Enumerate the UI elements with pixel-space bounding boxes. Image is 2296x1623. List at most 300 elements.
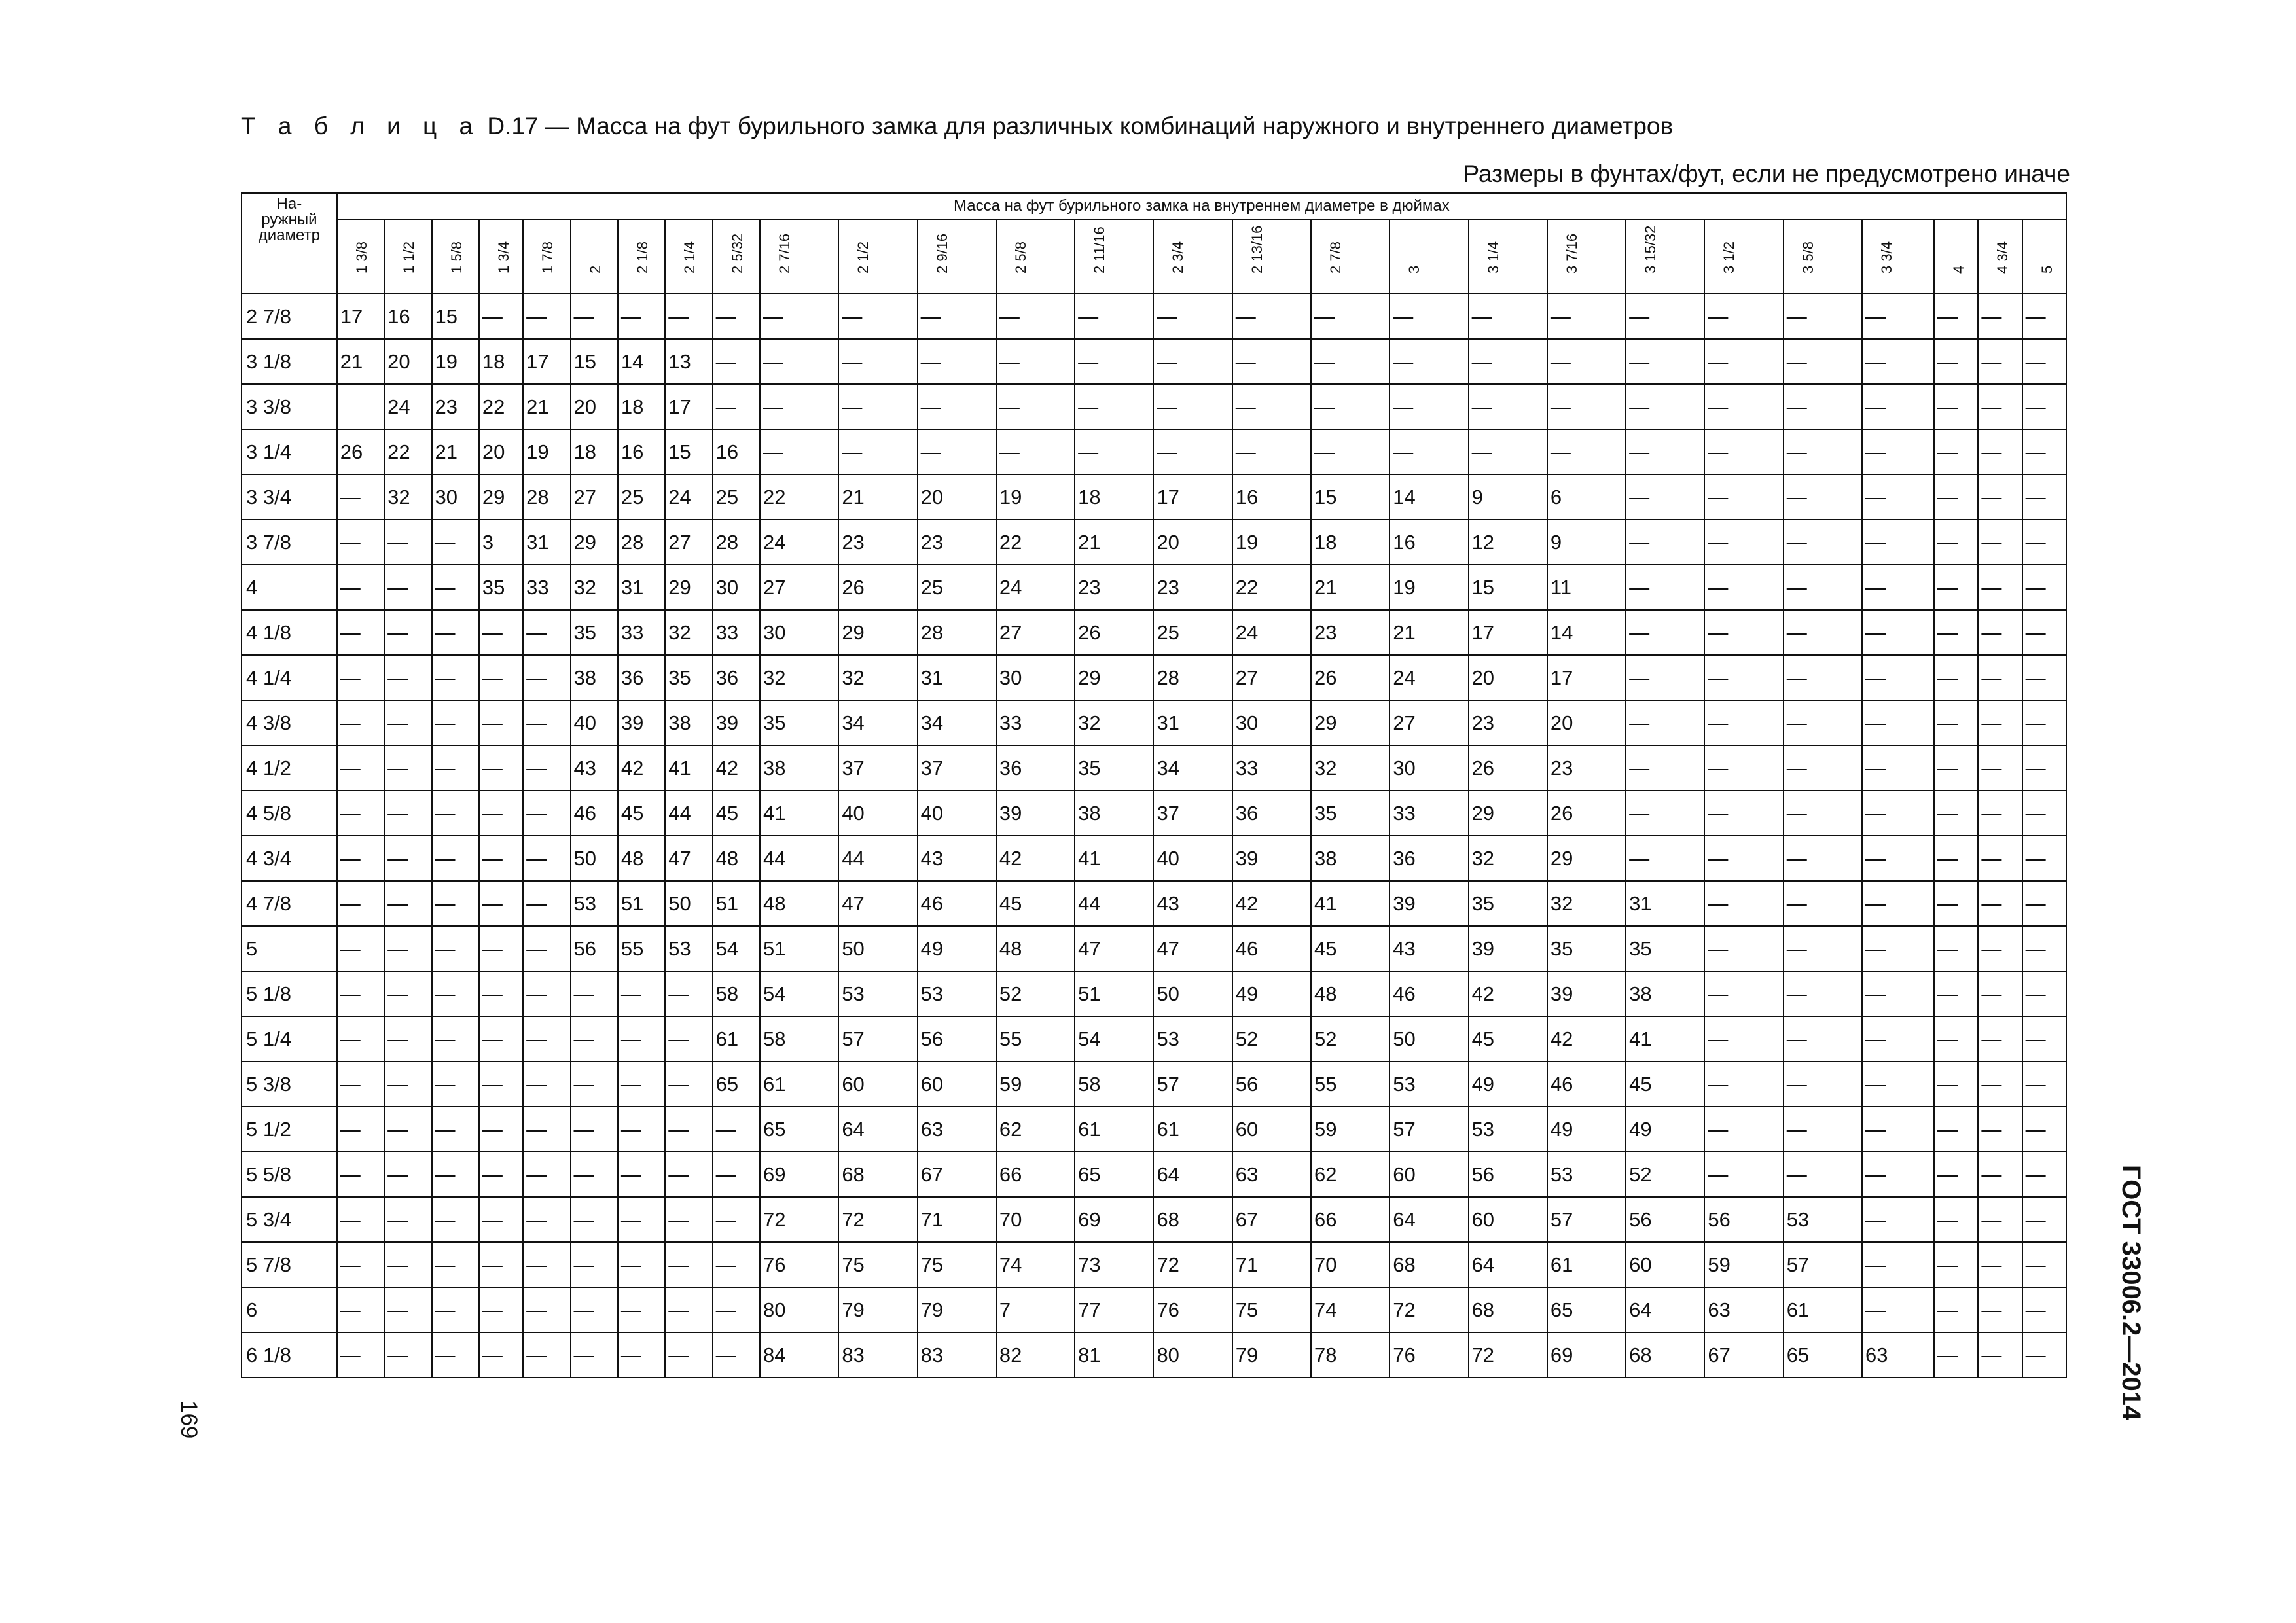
od-cell: 4 1/4 xyxy=(242,655,337,700)
mass-cell: 40 xyxy=(571,700,618,745)
mass-cell: — xyxy=(1784,1107,1862,1152)
mass-cell: 65 xyxy=(1075,1152,1153,1197)
mass-cell: — xyxy=(479,700,523,745)
mass-cell: — xyxy=(1978,700,2022,745)
mass-cell: — xyxy=(571,1332,618,1378)
mass-cell: 36 xyxy=(713,655,760,700)
mass-cell: 33 xyxy=(618,610,665,655)
mass-cell: — xyxy=(1704,971,1783,1016)
mass-cell: — xyxy=(1978,881,2022,926)
mass-cell: — xyxy=(1784,1016,1862,1061)
id-column-label: 4 xyxy=(1950,265,1967,274)
mass-cell: — xyxy=(384,1287,431,1332)
table-row xyxy=(242,1242,2066,1287)
mass-cell: — xyxy=(1704,836,1783,881)
id-column-header xyxy=(432,219,479,294)
mass-cell: 61 xyxy=(1784,1287,1862,1332)
mass-cell: 77 xyxy=(1075,1287,1153,1332)
od-cell: 3 7/8 xyxy=(242,520,337,565)
mass-cell: — xyxy=(918,339,996,384)
mass-cell: — xyxy=(479,971,523,1016)
mass-cell: 72 xyxy=(1153,1242,1232,1287)
mass-cell: — xyxy=(384,1332,431,1378)
mass-cell: 73 xyxy=(1075,1242,1153,1287)
mass-cell: — xyxy=(2022,791,2066,836)
mass-cell: 63 xyxy=(1232,1152,1311,1197)
mass-cell: — xyxy=(1784,836,1862,881)
mass-cell: 36 xyxy=(1390,836,1468,881)
mass-cell: — xyxy=(838,429,917,474)
mass-cell: — xyxy=(1547,429,1626,474)
od-cell: 5 1/4 xyxy=(242,1016,337,1061)
mass-cell: — xyxy=(1469,294,1547,339)
mass-cell: 13 xyxy=(665,339,712,384)
mass-cell: 53 xyxy=(1469,1107,1547,1152)
mass-cell: — xyxy=(337,565,384,610)
mass-cell: 68 xyxy=(838,1152,917,1197)
mass-cell: — xyxy=(1862,384,1934,429)
mass-cell: — xyxy=(1978,1016,2022,1061)
mass-cell: — xyxy=(1784,926,1862,971)
id-column-header xyxy=(523,219,570,294)
mass-cell: 61 xyxy=(1075,1107,1153,1152)
mass-cell: 16 xyxy=(618,429,665,474)
od-cell: 5 7/8 xyxy=(242,1242,337,1287)
mass-cell: — xyxy=(1784,791,1862,836)
mass-cell: 39 xyxy=(1547,971,1626,1016)
table-row xyxy=(242,836,2066,881)
mass-cell: 24 xyxy=(665,474,712,520)
mass-cell: 53 xyxy=(1153,1016,1232,1061)
mass-cell: 63 xyxy=(1862,1332,1934,1378)
mass-cell: 42 xyxy=(1469,971,1547,1016)
mass-cell: — xyxy=(2022,1016,2066,1061)
mass-cell: — xyxy=(1978,1061,2022,1107)
id-column-header xyxy=(1547,219,1626,294)
mass-cell: 29 xyxy=(479,474,523,520)
od-cell: 4 3/4 xyxy=(242,836,337,881)
mass-cell: — xyxy=(1075,294,1153,339)
mass-cell: — xyxy=(2022,1197,2066,1242)
mass-cell: 66 xyxy=(996,1152,1075,1197)
id-column-label: 1 3/4 xyxy=(495,241,512,274)
mass-cell: — xyxy=(665,1242,712,1287)
mass-cell: — xyxy=(432,1332,479,1378)
id-column-label: 1 3/8 xyxy=(353,241,370,274)
mass-cell: 56 xyxy=(1626,1197,1704,1242)
mass-cell: — xyxy=(384,971,431,1016)
table-title-text: D.17 — Масса на фут бурильного замка для различных комбинаций наружного и внутреннего диаметров xyxy=(487,113,1674,139)
mass-cell: 78 xyxy=(1311,1332,1390,1378)
mass-cell: 79 xyxy=(1232,1332,1311,1378)
mass-cell: — xyxy=(523,655,570,700)
mass-cell: 26 xyxy=(1469,745,1547,791)
mass-cell: 28 xyxy=(1153,655,1232,700)
id-column-header xyxy=(918,219,996,294)
mass-cell: — xyxy=(432,926,479,971)
mass-cell: — xyxy=(713,1242,760,1287)
mass-cell: — xyxy=(1862,1152,1934,1197)
mass-cell: 12 xyxy=(1469,520,1547,565)
mass-cell: 46 xyxy=(571,791,618,836)
mass-cell: 47 xyxy=(1075,926,1153,971)
id-column-header xyxy=(1626,219,1704,294)
mass-cell: 51 xyxy=(618,881,665,926)
mass-cell: — xyxy=(1934,1197,1978,1242)
mass-cell: — xyxy=(432,1016,479,1061)
mass-cell: 29 xyxy=(1075,655,1153,700)
mass-cell: 49 xyxy=(1626,1107,1704,1152)
id-column-label: 2 11/16 xyxy=(1091,226,1108,274)
mass-cell: — xyxy=(479,294,523,339)
mass-cell: — xyxy=(1311,384,1390,429)
mass-cell: — xyxy=(1390,339,1468,384)
mass-cell: 22 xyxy=(996,520,1075,565)
mass-cell: 61 xyxy=(713,1016,760,1061)
mass-cell: 68 xyxy=(1626,1332,1704,1378)
mass-cell: 19 xyxy=(432,339,479,384)
mass-cell: — xyxy=(1784,1061,1862,1107)
mass-cell: 18 xyxy=(1311,520,1390,565)
mass-cell: — xyxy=(1075,429,1153,474)
mass-cell: 43 xyxy=(571,745,618,791)
mass-cell: 79 xyxy=(918,1287,996,1332)
mass-cell: — xyxy=(1547,294,1626,339)
mass-cell: — xyxy=(1626,339,1704,384)
mass-cell: — xyxy=(479,1287,523,1332)
mass-cell: — xyxy=(1862,745,1934,791)
mass-cell: 31 xyxy=(1626,881,1704,926)
mass-cell: — xyxy=(432,565,479,610)
mass-cell: — xyxy=(523,610,570,655)
mass-cell: — xyxy=(1704,791,1783,836)
mass-cell: 67 xyxy=(1704,1332,1783,1378)
mass-cell: — xyxy=(1704,520,1783,565)
id-column-label: 3 1/4 xyxy=(1484,241,1501,274)
od-cell: 5 xyxy=(242,926,337,971)
mass-cell: — xyxy=(1704,384,1783,429)
mass-cell: 17 xyxy=(1153,474,1232,520)
mass-cell: — xyxy=(2022,1287,2066,1332)
id-column-header xyxy=(2022,219,2066,294)
mass-cell xyxy=(337,384,384,429)
mass-cell: 21 xyxy=(838,474,917,520)
table-row xyxy=(242,520,2066,565)
mass-cell: 68 xyxy=(1469,1287,1547,1332)
id-column-label: 2 xyxy=(586,265,603,274)
mass-cell: 30 xyxy=(760,610,838,655)
mass-cell: — xyxy=(384,655,431,700)
mass-cell: 32 xyxy=(384,474,431,520)
mass-cell: 25 xyxy=(1153,610,1232,655)
mass-cell: — xyxy=(1934,1016,1978,1061)
mass-cell: 26 xyxy=(1311,655,1390,700)
mass-cell: — xyxy=(1862,474,1934,520)
table-row xyxy=(242,926,2066,971)
mass-cell: 60 xyxy=(1390,1152,1468,1197)
id-column-header xyxy=(713,219,760,294)
id-column-label: 2 5/8 xyxy=(1012,241,1029,274)
mass-cell: — xyxy=(1978,655,2022,700)
id-column-header xyxy=(1704,219,1783,294)
mass-cell: — xyxy=(665,1016,712,1061)
mass-cell: 72 xyxy=(1390,1287,1468,1332)
mass-cell: 36 xyxy=(1232,791,1311,836)
mass-cell: 41 xyxy=(1311,881,1390,926)
mass-cell: 27 xyxy=(1390,700,1468,745)
mass-cell: 20 xyxy=(1153,520,1232,565)
id-column-header xyxy=(384,219,431,294)
mass-cell: 25 xyxy=(618,474,665,520)
mass-cell: 69 xyxy=(1547,1332,1626,1378)
mass-cell: 65 xyxy=(1784,1332,1862,1378)
mass-cell: 56 xyxy=(1469,1152,1547,1197)
od-cell: 3 3/4 xyxy=(242,474,337,520)
mass-cell: 52 xyxy=(996,971,1075,1016)
mass-cell: 38 xyxy=(760,745,838,791)
mass-cell: — xyxy=(2022,565,2066,610)
od-column-header xyxy=(242,193,337,294)
mass-cell: — xyxy=(665,1332,712,1378)
mass-cell: — xyxy=(479,926,523,971)
mass-cell: 20 xyxy=(571,384,618,429)
mass-cell: — xyxy=(1390,294,1468,339)
id-column-label: 2 3/4 xyxy=(1170,241,1187,274)
mass-cell: — xyxy=(1978,474,2022,520)
mass-cell: — xyxy=(665,1287,712,1332)
mass-cell: — xyxy=(618,1061,665,1107)
mass-cell: 25 xyxy=(713,474,760,520)
mass-cell: — xyxy=(337,745,384,791)
id-column-header xyxy=(1311,219,1390,294)
mass-cell: — xyxy=(1978,565,2022,610)
mass-cell: — xyxy=(665,1197,712,1242)
id-column-label: 2 7/8 xyxy=(1327,241,1344,274)
mass-cell: 54 xyxy=(713,926,760,971)
mass-cell: 41 xyxy=(760,791,838,836)
mass-cell: 30 xyxy=(432,474,479,520)
id-column-label: 3 1/2 xyxy=(1721,241,1738,274)
mass-cell: 38 xyxy=(1075,791,1153,836)
mass-cell: 31 xyxy=(1153,700,1232,745)
mass-cell: — xyxy=(1978,384,2022,429)
id-column-label: 2 9/16 xyxy=(933,233,950,274)
mass-cell: — xyxy=(1784,429,1862,474)
mass-cell: 20 xyxy=(918,474,996,520)
mass-cell: 23 xyxy=(1311,610,1390,655)
mass-cell: 80 xyxy=(760,1287,838,1332)
mass-cell: — xyxy=(1153,294,1232,339)
table-row xyxy=(242,1287,2066,1332)
mass-cell: — xyxy=(479,1107,523,1152)
mass-cell: 48 xyxy=(618,836,665,881)
mass-cell: — xyxy=(1934,1107,1978,1152)
mass-cell: — xyxy=(432,971,479,1016)
mass-cell: — xyxy=(384,1061,431,1107)
mass-cell: 53 xyxy=(1390,1061,1468,1107)
mass-cell: 19 xyxy=(1232,520,1311,565)
id-column-header xyxy=(1153,219,1232,294)
mass-cell: — xyxy=(1934,1152,1978,1197)
mass-cell: — xyxy=(1862,1016,1934,1061)
mass-cell: — xyxy=(1626,745,1704,791)
mass-cell: — xyxy=(1469,384,1547,429)
mass-cell: — xyxy=(337,655,384,700)
mass-cell: — xyxy=(618,971,665,1016)
mass-cell: 19 xyxy=(523,429,570,474)
mass-cell: 22 xyxy=(760,474,838,520)
mass-cell: — xyxy=(479,1061,523,1107)
mass-cell: — xyxy=(1153,429,1232,474)
table-row xyxy=(242,1197,2066,1242)
mass-cell: — xyxy=(384,565,431,610)
mass-cell: — xyxy=(432,745,479,791)
mass-cell: — xyxy=(523,1016,570,1061)
id-column-label: 2 13/16 xyxy=(1248,225,1265,274)
mass-cell: — xyxy=(665,294,712,339)
mass-cell: 47 xyxy=(1153,926,1232,971)
mass-cell: 30 xyxy=(713,565,760,610)
mass-cell: — xyxy=(1934,294,1978,339)
id-column-header xyxy=(1978,219,2022,294)
mass-cell: — xyxy=(713,1152,760,1197)
mass-cell: 38 xyxy=(1311,836,1390,881)
mass-cell: 15 xyxy=(571,339,618,384)
mass-cell: — xyxy=(1862,791,1934,836)
mass-cell: 59 xyxy=(996,1061,1075,1107)
mass-cell: 76 xyxy=(1153,1287,1232,1332)
mass-cell: — xyxy=(571,971,618,1016)
mass-cell: — xyxy=(918,294,996,339)
table-row xyxy=(242,474,2066,520)
id-column-label: 1 1/2 xyxy=(401,241,418,274)
mass-cell: 53 xyxy=(571,881,618,926)
mass-cell: 42 xyxy=(1232,881,1311,926)
mass-cell: 14 xyxy=(618,339,665,384)
id-column-header xyxy=(1075,219,1153,294)
mass-cell: 34 xyxy=(1153,745,1232,791)
mass-cell: — xyxy=(432,1197,479,1242)
mass-cell: 23 xyxy=(1153,565,1232,610)
mass-cell: — xyxy=(479,1016,523,1061)
mass-cell: 28 xyxy=(523,474,570,520)
mass-cell: 31 xyxy=(918,655,996,700)
mass-cell: 42 xyxy=(996,836,1075,881)
mass-cell: — xyxy=(1704,610,1783,655)
mass-cell: — xyxy=(2022,474,2066,520)
mass-cell: 55 xyxy=(618,926,665,971)
mass-cell: 37 xyxy=(918,745,996,791)
mass-cell: — xyxy=(1862,1061,1934,1107)
mass-cell: 45 xyxy=(618,791,665,836)
mass-cell: — xyxy=(1626,474,1704,520)
mass-cell: 24 xyxy=(384,384,431,429)
mass-cell: — xyxy=(432,1242,479,1287)
mass-cell: — xyxy=(1626,700,1704,745)
mass-cell: — xyxy=(337,1016,384,1061)
mass-cell: — xyxy=(1934,1242,1978,1287)
mass-cell: — xyxy=(1934,339,1978,384)
mass-cell: — xyxy=(523,294,570,339)
mass-cell: 15 xyxy=(665,429,712,474)
mass-cell: 39 xyxy=(1232,836,1311,881)
mass-cell: 35 xyxy=(1626,926,1704,971)
mass-cell: 31 xyxy=(618,565,665,610)
mass-cell: — xyxy=(2022,1242,2066,1287)
mass-cell: — xyxy=(2022,971,2066,1016)
mass-cell: 27 xyxy=(996,610,1075,655)
mass-cell: — xyxy=(713,1107,760,1152)
mass-cell: — xyxy=(1934,745,1978,791)
mass-cell: 56 xyxy=(918,1016,996,1061)
mass-cell: 27 xyxy=(571,474,618,520)
mass-cell: — xyxy=(523,1287,570,1332)
mass-cell: 67 xyxy=(1232,1197,1311,1242)
mass-cell: 23 xyxy=(838,520,917,565)
mass-cell: 33 xyxy=(1232,745,1311,791)
mass-cell: — xyxy=(2022,881,2066,926)
mass-cell: — xyxy=(1862,836,1934,881)
mass-cell: — xyxy=(2022,655,2066,700)
id-column-header xyxy=(1232,219,1311,294)
mass-cell: — xyxy=(1704,339,1783,384)
od-cell: 6 1/8 xyxy=(242,1332,337,1378)
mass-cell: 61 xyxy=(1547,1242,1626,1287)
mass-cell: 28 xyxy=(618,520,665,565)
mass-cell: 64 xyxy=(1469,1242,1547,1287)
mass-cell: — xyxy=(1978,1332,2022,1378)
mass-cell: 61 xyxy=(1153,1107,1232,1152)
mass-cell: 24 xyxy=(1232,610,1311,655)
id-column-header xyxy=(838,219,917,294)
mass-cell: — xyxy=(337,520,384,565)
mass-cell: 43 xyxy=(918,836,996,881)
mass-cell: 17 xyxy=(665,384,712,429)
mass-cell: — xyxy=(1934,1287,1978,1332)
mass-cell: — xyxy=(1862,610,1934,655)
mass-cell: 62 xyxy=(1311,1152,1390,1197)
mass-cell: 61 xyxy=(760,1061,838,1107)
mass-cell: — xyxy=(1784,655,1862,700)
mass-cell: 76 xyxy=(1390,1332,1468,1378)
mass-cell: — xyxy=(665,1107,712,1152)
mass-cell: — xyxy=(523,1107,570,1152)
mass-cell: — xyxy=(337,971,384,1016)
mass-cell: — xyxy=(1978,926,2022,971)
id-column-label: 3 15/32 xyxy=(1642,225,1659,274)
table-row xyxy=(242,745,2066,791)
od-header-line: На- xyxy=(276,195,302,213)
mass-cell: 44 xyxy=(1075,881,1153,926)
mass-cell: — xyxy=(1862,1107,1934,1152)
mass-cell: 48 xyxy=(1311,971,1390,1016)
mass-cell: 16 xyxy=(713,429,760,474)
mass-cell: 43 xyxy=(1390,926,1468,971)
mass-cell: 52 xyxy=(1626,1152,1704,1197)
table-row xyxy=(242,429,2066,474)
mass-cell: 49 xyxy=(918,926,996,971)
mass-cell: — xyxy=(384,1016,431,1061)
mass-cell: 35 xyxy=(760,700,838,745)
mass-cell: 3 xyxy=(479,520,523,565)
id-column-label: 3 7/16 xyxy=(1563,233,1580,274)
mass-cell: — xyxy=(1469,339,1547,384)
id-column-label: 5 xyxy=(2038,265,2055,274)
mass-cell: 30 xyxy=(1232,700,1311,745)
mass-cell: — xyxy=(1978,971,2022,1016)
mass-cell: 60 xyxy=(918,1061,996,1107)
mass-cell: — xyxy=(337,1287,384,1332)
